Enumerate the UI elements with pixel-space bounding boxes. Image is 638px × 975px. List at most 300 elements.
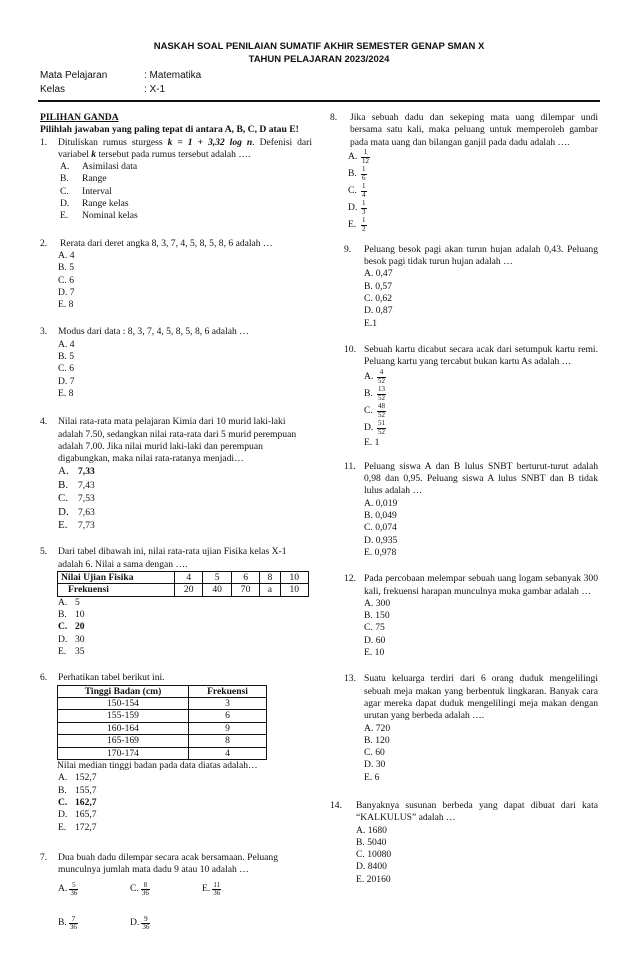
option-value: 75 — [375, 622, 385, 634]
option-d[interactable] — [364, 305, 598, 317]
option-b[interactable] — [58, 262, 312, 274]
exam-title-line2: TAHUN PELAJARAN 2023/2024 — [248, 54, 390, 65]
right-column — [330, 112, 598, 899]
denominator: 12 — [362, 156, 369, 165]
denominator: 52 — [378, 427, 385, 436]
option-value: 0,62 — [375, 293, 393, 305]
option-d[interactable] — [58, 634, 312, 646]
option-value: 8 — [68, 299, 74, 311]
option-value: Range — [82, 173, 107, 185]
option-a[interactable] — [58, 597, 312, 609]
option-letter: B. — [364, 734, 373, 746]
option-value: 5 — [69, 351, 75, 363]
left-column — [40, 112, 312, 949]
options — [58, 772, 312, 833]
numerator: 51 — [378, 419, 385, 428]
question-text: Peluang besok pagi akan turun hujan adalah 0,43. Peluang besok pagi tidak turun hujan adalah … — [364, 243, 598, 268]
option-letter: A. — [364, 597, 374, 609]
option-value: 35 — [75, 646, 85, 658]
option-c[interactable] — [58, 275, 312, 287]
table-cell: 160-164 — [58, 722, 189, 734]
q7-options-row-1 — [58, 876, 312, 902]
option-a[interactable] — [364, 268, 598, 280]
option-value: 7,73 — [78, 520, 95, 532]
table-row — [58, 722, 267, 734]
option-a[interactable] — [364, 498, 598, 510]
option-letter: D. — [348, 202, 358, 214]
options — [364, 723, 598, 784]
option-c[interactable] — [356, 849, 598, 861]
question-5 — [40, 546, 312, 658]
option-letter: D. — [58, 286, 68, 298]
fraction — [361, 183, 367, 199]
option-a[interactable] — [364, 723, 598, 735]
question-3 — [40, 326, 312, 400]
option-e[interactable] — [364, 547, 598, 559]
q1-text-a: Dituliskan rumus sturgess — [58, 136, 168, 148]
option-e[interactable] — [348, 217, 598, 234]
option-letter: C. — [348, 185, 357, 197]
option-letter: B. — [356, 836, 365, 848]
option-letter: A. — [356, 824, 366, 836]
numerator: 1 — [362, 165, 366, 174]
option-d[interactable] — [356, 861, 598, 873]
table-cell: 4 — [175, 572, 203, 584]
option-letter: B. — [58, 784, 67, 796]
option-b[interactable] — [58, 609, 312, 621]
fraction — [69, 882, 78, 898]
option-d[interactable] — [364, 535, 598, 547]
option-a[interactable] — [364, 369, 598, 386]
option-value: Range kelas — [82, 198, 129, 210]
table-row — [58, 710, 267, 722]
question-1 — [40, 137, 312, 223]
section-instruction: Pilihlah jawaban yang paling tepat di antara A, B, C, D atau E! — [40, 124, 299, 136]
exam-title-line1: NASKAH SOAL PENILAIAN SUMATIF AKHIR SEMESTER GENAP SMAN X — [153, 41, 485, 52]
options — [58, 465, 312, 532]
exam-title — [0, 40, 638, 66]
option-letter: D. — [58, 809, 68, 821]
option-value: 20160 — [366, 873, 391, 885]
question-number: 14. — [330, 799, 342, 811]
option-d[interactable] — [364, 759, 598, 771]
q1-text-b: . Defenisi dari variabel — [58, 136, 312, 160]
meta-subject-row — [40, 69, 201, 83]
question-number: 2. — [40, 237, 48, 249]
option-value: 165,7 — [75, 809, 97, 821]
table-cell: 155-159 — [58, 710, 189, 722]
option-letter: E. — [202, 883, 211, 895]
option-c[interactable] — [58, 363, 312, 375]
option-value: 60 — [375, 634, 386, 646]
option-c[interactable] — [58, 621, 312, 633]
question-text: Jika sebuah dadu dan sekeping mata uang dilempar undi bersama satu kali, maka peluang untuk memperoleh gambar pada mata uang dan bilangan ganjil pada dadu adalah …. — [350, 112, 598, 148]
option-d[interactable] — [58, 376, 312, 388]
option-e[interactable] — [364, 318, 598, 330]
option-value: 5 — [75, 596, 80, 608]
fraction — [69, 916, 78, 932]
option-value: 8400 — [367, 861, 387, 873]
option-letter: C. — [364, 404, 373, 416]
option-value: 7 — [69, 286, 75, 298]
option-value: 7,63 — [78, 506, 95, 518]
class-label: Kelas — [40, 84, 66, 95]
option-d[interactable] — [58, 809, 312, 821]
option-value: 172,7 — [75, 821, 97, 833]
question-text: Nilai rata-rata mata pelajaran Kimia dari 10 murid laki-laki adalah 7.50, sedangkan nilai rata-rata dari 5 murid perempuan adalah 7.00. Jika nilai murid laki-laki dan perempuan digabungkan, maka nilai rata-ratanya menjadi… — [58, 416, 297, 465]
question-4 — [40, 416, 312, 532]
question-number: 12. — [344, 573, 356, 585]
option-value: 300 — [375, 597, 391, 609]
table-cell: 10 — [280, 572, 308, 584]
option-value: 30 — [75, 633, 85, 645]
table-cell: 8 — [189, 735, 267, 747]
option-letter: D. — [364, 634, 374, 646]
option-value: Nominal kelas — [82, 210, 138, 222]
option-value: 0,935 — [375, 534, 398, 546]
question-6 — [40, 672, 312, 834]
option-d[interactable] — [364, 635, 598, 647]
option-value: 0,47 — [375, 268, 393, 280]
question-text: Rerata dari deret angka 8, 3, 7, 4, 5, 8, 5, 8, 6 adalah … — [60, 237, 273, 249]
q1-var: k — [91, 148, 97, 160]
option-b[interactable] — [58, 916, 130, 932]
option-c[interactable] — [364, 522, 598, 534]
fraction — [361, 166, 367, 182]
option-letter: B. — [364, 280, 373, 292]
table-row — [58, 584, 309, 596]
option-value: 30 — [375, 759, 386, 771]
option-letter: E. — [364, 647, 373, 659]
option-c[interactable] — [364, 747, 598, 759]
option-a[interactable] — [364, 598, 598, 610]
fraction — [361, 200, 367, 216]
option-d[interactable] — [364, 420, 598, 437]
option-e[interactable] — [58, 646, 312, 658]
question-13 — [344, 673, 598, 784]
option-letter: B. — [348, 168, 357, 180]
denominator: 36 — [142, 922, 150, 931]
option-e[interactable] — [364, 647, 598, 659]
section-title: PILIHAN GANDA — [40, 112, 119, 123]
option-letter: B. — [60, 173, 69, 185]
option-letter: C. — [130, 883, 139, 895]
option-letter: A. — [58, 596, 68, 608]
option-letter: C. — [364, 622, 373, 634]
option-d[interactable] — [348, 200, 598, 217]
question-number: 9. — [344, 243, 352, 255]
option-a[interactable] — [58, 250, 312, 262]
option-e[interactable] — [364, 437, 598, 449]
options — [58, 597, 312, 658]
numerator: 7 — [69, 916, 78, 924]
option-value: 155,7 — [75, 784, 97, 796]
option-letter: D. — [364, 421, 374, 433]
option-letter: A. — [58, 338, 68, 350]
meta-class-row — [40, 83, 201, 97]
q6-table — [57, 685, 267, 760]
fraction — [141, 882, 150, 898]
options — [60, 161, 312, 222]
option-d[interactable] — [60, 198, 312, 210]
option-c[interactable] — [130, 882, 202, 898]
option-letter: E. — [364, 317, 373, 329]
option-c[interactable] — [60, 186, 312, 198]
numerator: 1 — [362, 216, 366, 225]
table-cell: Nilai Ujian Fisika — [58, 572, 175, 584]
option-c[interactable] — [348, 183, 598, 200]
table-cell: 4 — [189, 747, 267, 759]
fraction — [377, 369, 386, 385]
option-b[interactable] — [364, 610, 598, 622]
option-letter: A. — [60, 161, 70, 173]
option-letter: E. — [58, 821, 67, 833]
option-value: 0,049 — [375, 510, 397, 522]
option-value: 150 — [375, 610, 390, 622]
option-b[interactable] — [364, 281, 598, 293]
option-letter: D. — [356, 861, 366, 873]
option-a[interactable] — [58, 465, 312, 478]
option-value: 7,53 — [78, 493, 95, 505]
option-b[interactable] — [58, 351, 312, 363]
option-a[interactable] — [348, 149, 598, 166]
q5-table — [57, 571, 309, 597]
question-number: 5. — [40, 546, 48, 558]
option-value: 0,019 — [375, 497, 398, 509]
option-value: 1 — [374, 436, 380, 448]
option-letter: D. — [58, 633, 68, 645]
option-b[interactable] — [58, 479, 312, 492]
numerator: 1 — [361, 149, 370, 157]
question-7 — [40, 852, 312, 937]
options — [364, 369, 598, 449]
numerator: 48 — [378, 402, 385, 411]
option-value: Asimilasi data — [82, 161, 138, 173]
option-a[interactable] — [58, 339, 312, 351]
option-value: 1 — [372, 317, 378, 329]
question-text: Dari tabel dibawah ini, nilai rata-rata ujian Fisika kelas X-1 adalah 6. Nilai a sama dengan …. — [58, 546, 287, 570]
option-letter: B. — [58, 917, 67, 929]
option-letter: E. — [364, 546, 373, 558]
table-cell: 3 — [189, 698, 267, 710]
question-text: Dua buah dadu dilempar secara acak bersamaan. Peluang munculnya jumlah mata dadu 9 atau 10 adalah … — [58, 851, 279, 876]
question-number: 7. — [40, 851, 48, 863]
q6-prompt: Nilai median tinggi badan pada data diatas adalah… — [57, 760, 258, 772]
fraction — [141, 916, 150, 932]
option-letter: D. — [58, 505, 69, 518]
option-d[interactable] — [130, 916, 150, 932]
options — [364, 598, 598, 659]
option-b[interactable] — [348, 166, 598, 183]
fraction — [212, 882, 221, 898]
question-12 — [344, 573, 598, 659]
options — [364, 268, 598, 329]
option-a[interactable] — [60, 161, 312, 173]
options — [58, 250, 312, 311]
question-number: 13. — [344, 673, 356, 685]
option-letter: E. — [348, 219, 357, 231]
option-letter: C. — [58, 796, 68, 808]
numerator: 4 — [377, 369, 386, 377]
option-letter: E. — [60, 210, 69, 222]
question-number: 10. — [344, 343, 356, 355]
option-e[interactable] — [58, 388, 312, 400]
table-cell: a — [260, 584, 280, 596]
question-text: Modus dari data : 8, 3, 7, 4, 5, 8, 5, 8, 6 adalah … — [58, 326, 249, 338]
option-letter: A. — [364, 497, 374, 509]
option-value: 7 — [69, 375, 75, 387]
numerator: 11 — [213, 880, 221, 889]
option-c[interactable] — [58, 492, 312, 505]
option-letter: B. — [58, 262, 67, 274]
question-text: Sebuah kartu dicabut secara acak dari setumpuk kartu remi. Peluang kartu yang tercabut bukan kartu As adalah … — [364, 343, 598, 368]
option-letter: A. — [364, 370, 374, 382]
option-a[interactable] — [356, 825, 598, 837]
question-number: 1. — [40, 136, 48, 148]
options — [348, 149, 598, 234]
question-10 — [344, 344, 598, 449]
options — [58, 339, 312, 400]
q1-formula: k = 1 + 3,32 log n — [167, 136, 253, 148]
option-letter: E. — [364, 771, 373, 783]
option-a[interactable] — [58, 772, 312, 784]
option-letter: C. — [58, 492, 69, 505]
denominator: 36 — [213, 888, 221, 897]
option-letter: C. — [356, 849, 365, 861]
question-text: Peluang siswa A dan B lulus SNBT berturut-turut adalah 0,98 dan 0,95. Peluang siswa A lulus SNBT dan B tidak lulus adalah … — [364, 460, 598, 497]
option-letter: D. — [364, 534, 374, 546]
option-letter: D. — [130, 917, 140, 929]
option-value: 5040 — [367, 836, 387, 848]
option-value: 60 — [375, 747, 385, 759]
option-value: 20 — [75, 621, 85, 633]
option-letter: B. — [364, 387, 373, 399]
option-value: 10080 — [367, 849, 392, 861]
option-letter: A. — [58, 883, 68, 895]
option-letter: B. — [58, 609, 67, 621]
option-letter: C. — [364, 747, 373, 759]
option-c[interactable] — [364, 622, 598, 634]
option-value: 720 — [375, 722, 391, 734]
option-value: 120 — [375, 734, 390, 746]
option-c[interactable] — [364, 293, 598, 305]
option-letter: E. — [356, 873, 365, 885]
option-letter: C. — [60, 185, 69, 197]
option-letter: D. — [58, 375, 68, 387]
option-b[interactable] — [364, 386, 598, 403]
table-row — [58, 698, 267, 710]
q1-text-c: tersebut pada rumus tersebut adalah …. — [96, 148, 251, 160]
table-cell: 9 — [189, 722, 267, 734]
option-letter: C. — [58, 274, 67, 286]
option-b[interactable] — [60, 173, 312, 185]
option-value: 8 — [68, 387, 74, 399]
denominator: 4 — [362, 190, 366, 199]
option-letter: C. — [58, 621, 68, 633]
denominator: 2 — [362, 224, 366, 233]
denominator: 52 — [378, 393, 385, 402]
option-a[interactable] — [58, 882, 130, 898]
option-letter: E. — [364, 436, 373, 448]
table-cell: 8 — [260, 572, 280, 584]
option-e[interactable] — [356, 874, 598, 886]
option-b[interactable] — [58, 785, 312, 797]
question-text: Perhatikan tabel berikut ini. — [58, 672, 165, 684]
fraction — [377, 386, 386, 402]
option-value: 5 — [69, 262, 75, 274]
table-header: Frekuensi — [189, 685, 267, 697]
table-cell: 20 — [175, 584, 203, 596]
question-text: Banyaknya susunan berbeda yang dapat dibuat dari kata “KALKULUS” adalah … — [356, 799, 598, 824]
option-value: 6 — [374, 771, 380, 783]
option-letter: B. — [58, 478, 69, 491]
option-letter: B. — [364, 510, 373, 522]
option-value: 4 — [69, 249, 75, 261]
option-letter: E. — [58, 519, 68, 532]
option-letter: C. — [364, 293, 373, 305]
table-cell: 10 — [280, 584, 308, 596]
table-header-row — [58, 685, 267, 697]
option-e[interactable] — [58, 299, 312, 311]
fraction — [377, 420, 386, 436]
option-b[interactable] — [364, 735, 598, 747]
class-value: : X-1 — [144, 84, 166, 95]
header-divider — [38, 100, 600, 102]
option-value: 0,074 — [375, 522, 397, 534]
option-letter: E. — [58, 387, 67, 399]
option-d[interactable] — [58, 506, 312, 519]
table-cell: 70 — [231, 584, 259, 596]
table-cell: 165-169 — [58, 735, 189, 747]
question-number: 8. — [330, 112, 338, 123]
question-text — [58, 137, 312, 162]
options — [356, 825, 598, 886]
denominator: 3 — [362, 207, 366, 216]
option-b[interactable] — [356, 837, 598, 849]
option-b[interactable] — [364, 510, 598, 522]
option-letter: D. — [60, 198, 70, 210]
option-e[interactable] — [202, 882, 221, 898]
fraction — [361, 217, 367, 233]
option-e[interactable] — [58, 822, 312, 834]
option-value: 0,87 — [375, 305, 393, 317]
option-letter: A. — [364, 268, 374, 280]
option-e[interactable] — [58, 519, 312, 532]
table-row — [58, 572, 309, 584]
option-letter: C. — [58, 363, 67, 375]
option-value: 7,33 — [78, 466, 95, 478]
option-d[interactable] — [58, 287, 312, 299]
option-value: 4 — [69, 338, 75, 350]
option-letter: A. — [58, 465, 69, 478]
option-letter: B. — [58, 351, 67, 363]
fraction — [361, 149, 370, 165]
option-value: 0,57 — [375, 280, 393, 292]
option-value: 0,978 — [374, 546, 397, 558]
exam-meta — [40, 69, 201, 97]
numerator: 1 — [362, 199, 366, 208]
numerator: 13 — [378, 385, 385, 394]
option-c[interactable] — [364, 403, 598, 420]
table-cell: 5 — [203, 572, 231, 584]
option-e[interactable] — [60, 210, 312, 222]
option-e[interactable] — [364, 772, 598, 784]
table-row — [58, 735, 267, 747]
q7-options-row-2 — [58, 910, 312, 936]
option-c[interactable] — [58, 797, 312, 809]
option-letter: D. — [364, 305, 374, 317]
option-letter: D. — [364, 759, 374, 771]
